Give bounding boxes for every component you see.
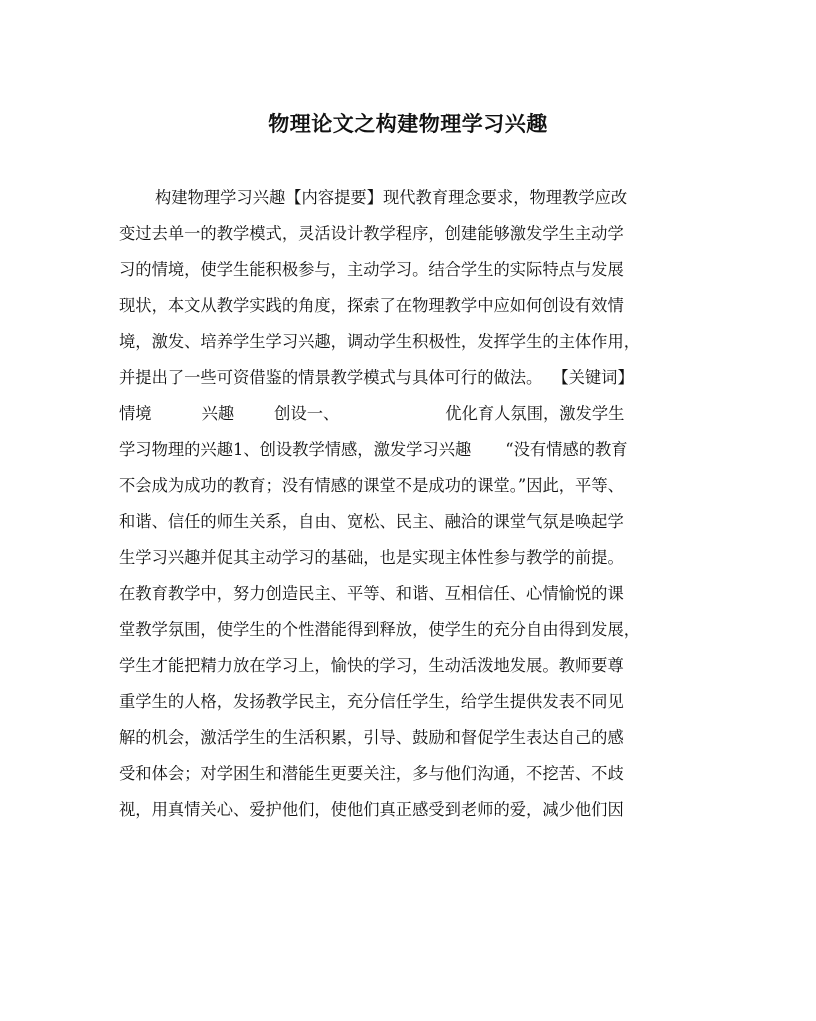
text-line-13: 堂教学氛围，使学生的个性潜能得到释放，使学生的充分自由得到发展，	[119, 620, 641, 639]
text-line-1: 构建物理学习兴趣【内容提要】现代教育理念要求，物理教学应改	[155, 188, 628, 207]
text-line-2: 变过去单一的教学模式，灵活设计教学程序，创建能够激发学生主动学	[119, 224, 624, 243]
text-line-3: 习的情境，使学生能积极参与，主动学习。结合学生的实际特点与发展	[119, 260, 624, 279]
text-line-18: 视，用真情关心、爱护他们，使他们真正感受到老师的爱，减少他们因	[119, 800, 624, 819]
keywords-line	[119, 396, 703, 432]
document-title: 物理论文之构建物理学习兴趣	[268, 111, 548, 136]
subsection-heading: 学习物理的兴趣1、创设教学情感，激发学习兴趣	[119, 440, 472, 459]
text-line-12: 在教育教学中，努力创造民主、平等、和谐、互相信任、心情愉悦的课	[119, 584, 624, 603]
text-line-11: 生学习兴趣并促其主动学习的基础，也是实现主体性参与教学的前提。	[119, 548, 624, 567]
text-line-6	[119, 360, 703, 396]
text-line-10: 和谐、信任的师生关系，自由、宽松、民主、融洽的课堂气氛是唤起学	[119, 512, 624, 531]
text-line-16: 解的机会，激活学生的生活积累，引导、鼓励和督促学生表达自己的感	[119, 728, 624, 747]
document-body	[119, 180, 703, 828]
keyword-1: 情境	[119, 404, 152, 423]
text-line-4: 现状，本文从教学实践的角度，探索了在物理教学中应如何创设有效情	[119, 296, 624, 315]
keyword-3: 创设一、	[274, 404, 340, 423]
keywords-label: 【关键词】	[552, 368, 634, 387]
text-line-6-main: 并提出了一些可资借鉴的情景教学模式与具体可行的做法。	[119, 368, 543, 387]
text-line-14: 学生才能把精力放在学习上，愉快的学习，生动活泼地发展。教师要尊	[119, 656, 624, 675]
text-line-5: 境，激发、培养学生学习兴趣，调动学生积极性，发挥学生的主体作用，	[119, 332, 641, 351]
text-line-17: 受和体会；对学困生和潜能生更要关注，多与他们沟通，不挖苦、不歧	[119, 764, 624, 783]
text-line-15: 重学生的人格，发扬教学民主，充分信任学生，给学生提供发表不同见	[119, 692, 624, 711]
text-line-9: 不会成为成功的教育；没有情感的课堂不是成功的课堂。”因此，平等、	[119, 476, 624, 495]
text-line-8	[119, 432, 703, 468]
keyword-2: 兴趣	[201, 404, 235, 423]
quote-start: “没有情感的教育	[505, 440, 628, 459]
section-heading: 优化育人氛围，激发学生	[445, 404, 625, 423]
